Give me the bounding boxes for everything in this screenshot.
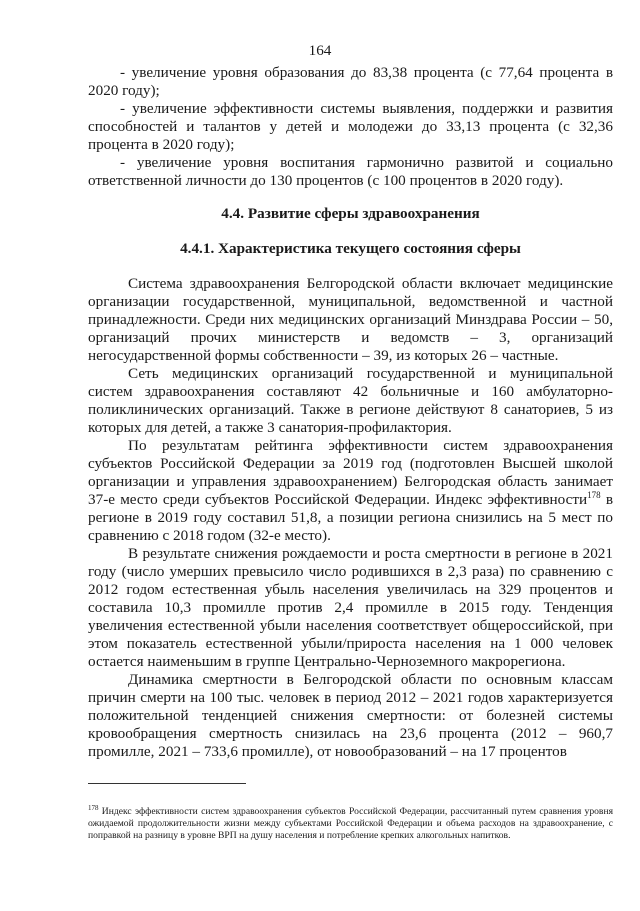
list-item: - увеличение уровня воспитания гармонично развитой и социально ответственной личности до 130 процентов (с 100 процентов в 2020 году). bbox=[88, 154, 613, 189]
paragraph: Система здравоохранения Белгородской области включает медицинские организации государственной, муниципальной, ведомственной и частной принадлежности. Среди них медицинских организаций Минздрава России – 50, организаций прочих министерств и ведомств – 3, организаций негосударственной формы собственности – 39, из которых 26 – частные. bbox=[88, 275, 613, 364]
paragraph: В результате снижения рождаемости и роста смертности в регионе в 2021 году (число умерших превысило число родившихся в 2,3 раза) по сравнению с 2012 годом естественная убыль населения увеличилась на 329 процентов и составила 10,3 промилле против 2,4 промилле в 2015 году. Тенденция увеличения естественной убыли населения соответствует общероссийской, при этом показатель естественной убыли/прироста населения на 1 000 человек остается наименьшим в группе Центрально-Черноземного макрорегиона. bbox=[88, 545, 613, 670]
page-number: 164 bbox=[308, 42, 332, 59]
footnote bbox=[88, 806, 613, 842]
paragraph-text: в регионе в 2019 году составил 51,8, а позиции региона снизились на 5 мест по сравнению с 2018 годом (32-е место). bbox=[88, 491, 613, 544]
footnote-number: 178 bbox=[88, 804, 99, 812]
footnote-divider bbox=[88, 783, 246, 784]
paragraph: Сеть медицинских организаций государственной и муниципальной систем здравоохранения составляют 42 больничные и 160 амбулаторно-поликлинических организаций. Также в регионе действуют 8 санаториев, 5 из которых для детей, а также 3 санатория-профилактория. bbox=[88, 365, 613, 436]
section-heading: 4.4. Развитие сферы здравоохранения bbox=[221, 205, 480, 222]
paragraph: Динамика смертности в Белгородской области по основным классам причин смерти на 100 тыс. человек в период 2012 – 2021 годов характеризуется положительной тенденцией снижения смертности: от болезней системы кровообращения смертность снизилась на 23,6 процента (2012 – 960,7 промилле, 2021 – 733,6 промилле), от новообразований – на 17 процентов bbox=[88, 671, 613, 760]
list-item: - увеличение уровня образования до 83,38 процента (с 77,64 процента в 2020 году); bbox=[88, 64, 613, 99]
body-text bbox=[88, 275, 613, 761]
list-block bbox=[88, 64, 613, 190]
footnote-reference[interactable]: 178 bbox=[587, 490, 601, 500]
footnote-text: Индекс эффективности систем здравоохранения субъектов Российской Федерации, рассчитанный путем сравнения уровня ожидаемой продолжительности жизни между субъектами Российской Федерации и объема расходов на здравоохранение, с поправкой на разницу в уровне ВРП на душу населения и потребление крепких алкогольных напитков. bbox=[88, 806, 613, 841]
paragraph bbox=[88, 437, 613, 545]
subsection-heading: 4.4.1. Характеристика текущего состояния сферы bbox=[180, 240, 521, 257]
paragraph-text: По результатам рейтинга эффективности систем здравоохранения субъектов Российской Федерации за 2019 год (подготовлен Высшей школой организации и управления здравоохранением) Белгородская область занимает 37-е место среди субъектов Российской Федерации. Индекс эффективности bbox=[88, 437, 613, 508]
list-item: - увеличение эффективности системы выявления, поддержки и развития способностей и талантов у детей и молодежи до 33,13 процента (с 32,36 процента в 2020 году); bbox=[88, 100, 613, 153]
